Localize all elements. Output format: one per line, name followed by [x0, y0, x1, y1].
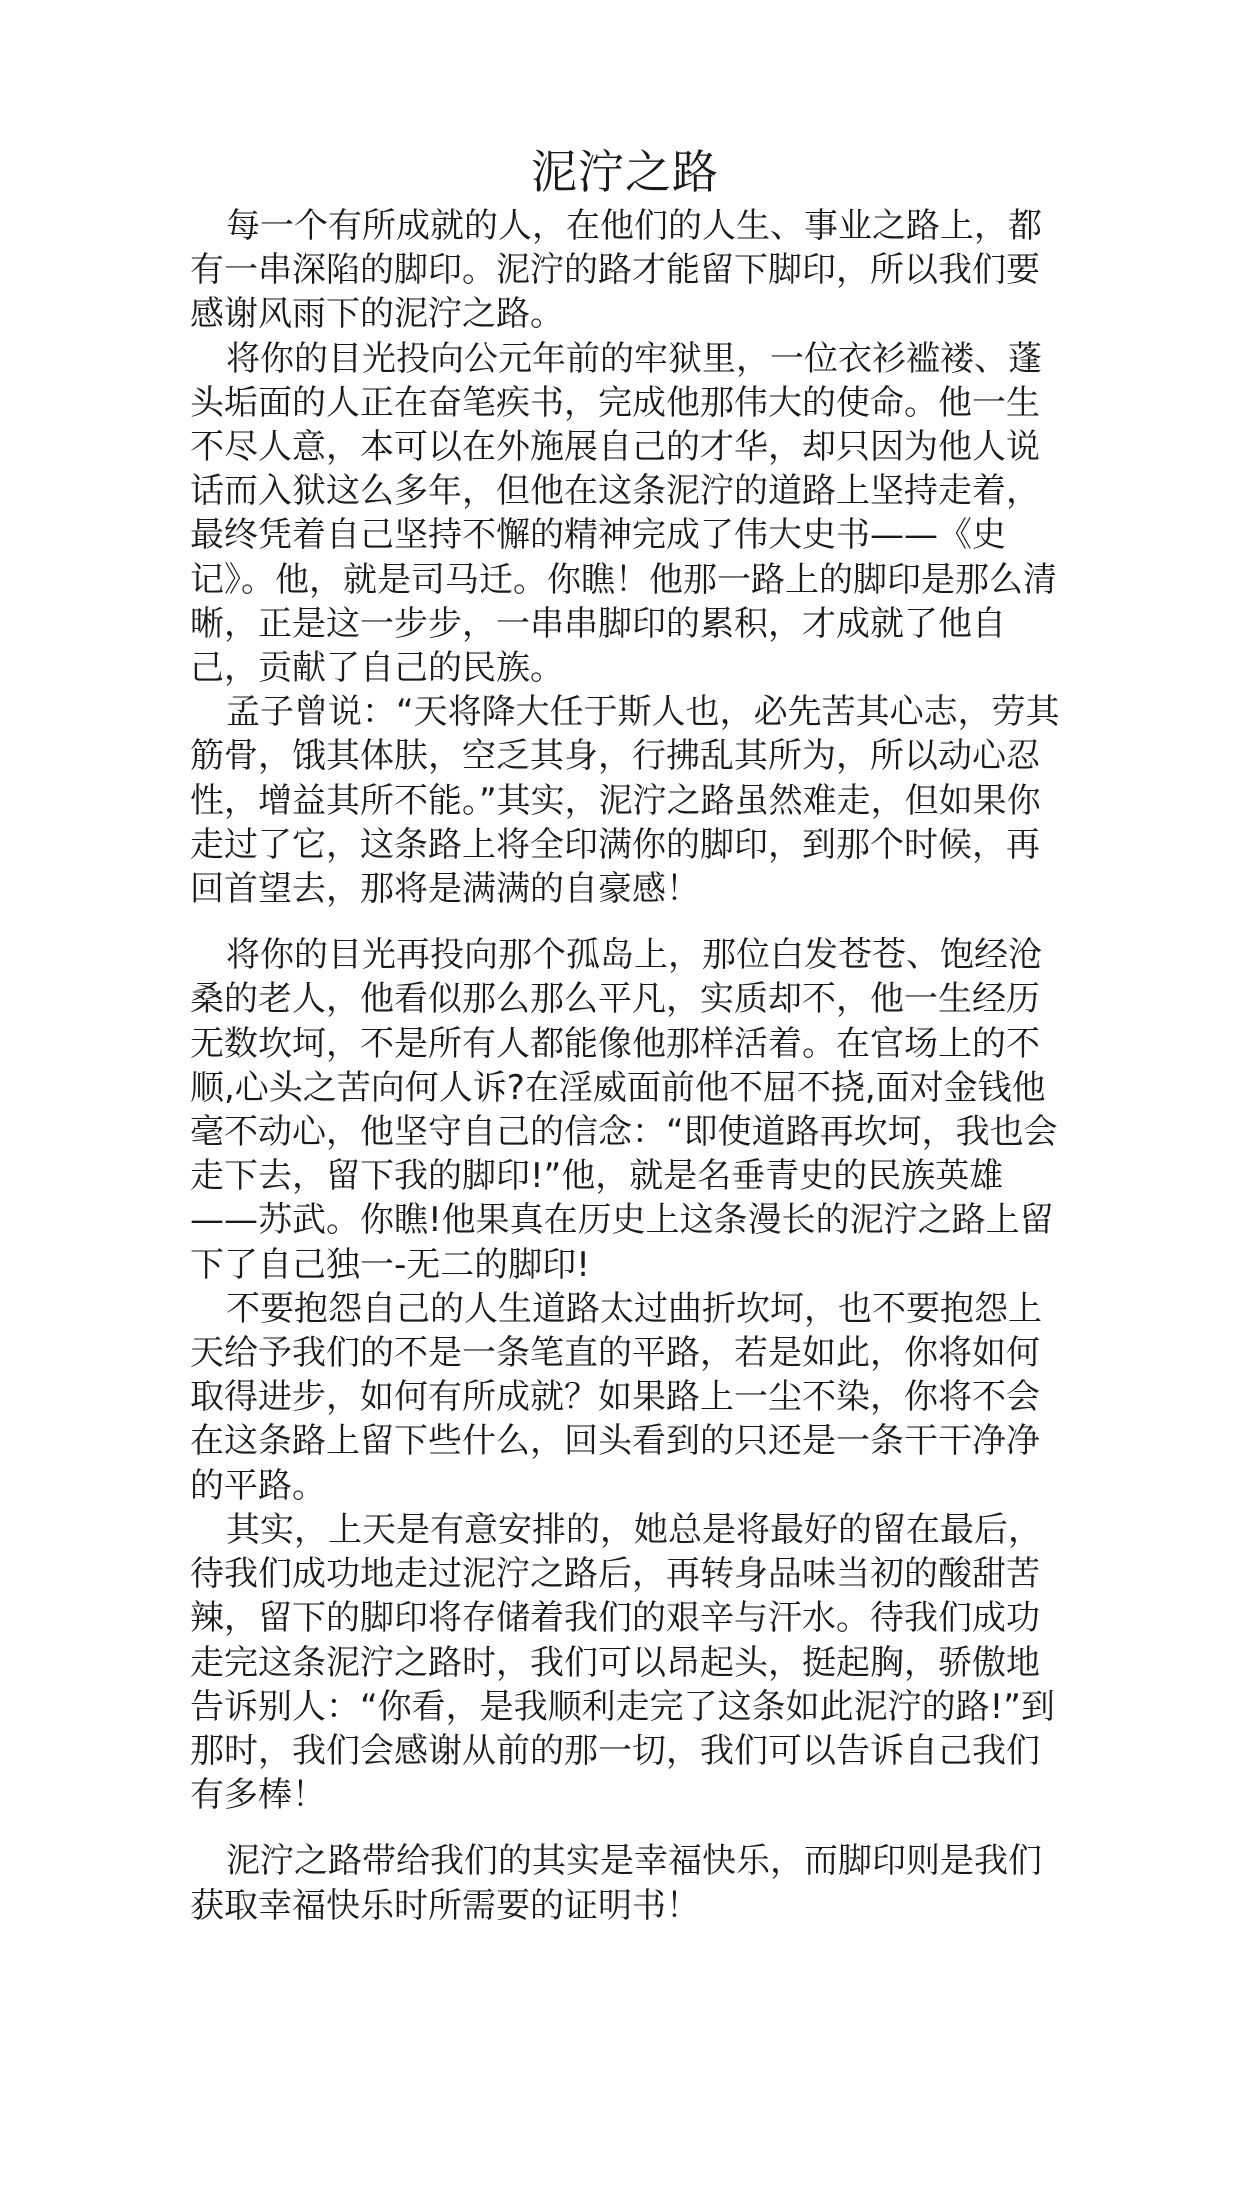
paragraph-5: 不要抱怨自己的人生道路太过曲折坎坷，也不要抱怨上天给予我们的不是一条笔直的平路，若是如此，你将如何取得进步，如何有所成就？如果路上一尘不染，你将不会在这条路上留下些什么，回头看到的只还是一条干干净净的平路。: [190, 1288, 1042, 1506]
paragraph-1: 每一个有所成就的人，在他们的人生、事业之路上，都有一串深陷的脚印。泥泞的路才能留下脚印，所以我们要感谢风雨下的泥泞之路。: [190, 206, 1042, 335]
paragraph-gap: [190, 911, 1060, 933]
paragraph-3: 孟子曾说：“天将降大任于斯人也，必先苦其心志，劳其筋骨，饿其体肤，空乏其身，行拂乱其所为，所以动心忍性，增益其所不能。”其实，泥泞之路虽然难走，但如果你走过了它，这条路上将全印满你的脚印，到那个时候，再回首望去，那将是满满的自豪感！: [190, 692, 1060, 910]
paragraph-7: 泥泞之路带给我们的其实是幸福快乐，而脚印则是我们获取幸福快乐时所需要的证明书！: [190, 1841, 1042, 1926]
paragraph-gap: [190, 1817, 1060, 1839]
essay-title: 泥泞之路: [531, 145, 719, 199]
paragraph-6: 其实，上天是有意安排的，她总是将最好的留在最后，待我们成功地走过泥泞之路后，再转身品味当初的酸甜苦辣，留下的脚印将存储着我们的艰辛与汗水。待我们成功走完这条泥泞之路时，我们可以昂起头，挺起胸，骄傲地告诉别人：“你看，是我顺利走完了这条如此泥泞的路!”到那时，我们会感谢从前的那一切，我们可以告诉自己我们有多棒！: [190, 1509, 1055, 1816]
paragraph-4: 将你的目光再投向那个孤岛上，那位白发苍苍、饱经沧桑的老人，他看似那么那么平凡，实质却不，他一生经历无数坎坷，不是所有人都能像他那样活着。在官场上的不顺,心头之苦向何人诉?在淫威面前他不屈不挠,面对金钱他毫不动心，他坚守自己的信念：“即使道路再坎坷，我也会走下去，留下我的脚印!”他，就是名垂青史的民族英雄——苏武。你瞧!他果真在历史上这条漫长的泥泞之路上留下了自己独一-无二的脚印!: [190, 935, 1058, 1285]
paragraph-2: 将你的目光投向公元年前的牢狱里，一位衣衫褴褛、蓬头垢面的人正在奋笔疾书，完成他那伟大的使命。他一生不尽人意，本可以在外施展自己的才华，却只因为他人说话而入狱这么多年，但他在这条泥泞的道路上坚持走着，最终凭着自己坚持不懈的精神完成了伟大史书——《史记》。他，就是司马迁。你瞧！他那一路上的脚印是那么清晰，正是这一步步，一串串脚印的累积，才成就了他自己，贡献了自己的民族。: [190, 338, 1057, 689]
essay-page: [190, 142, 1060, 1928]
